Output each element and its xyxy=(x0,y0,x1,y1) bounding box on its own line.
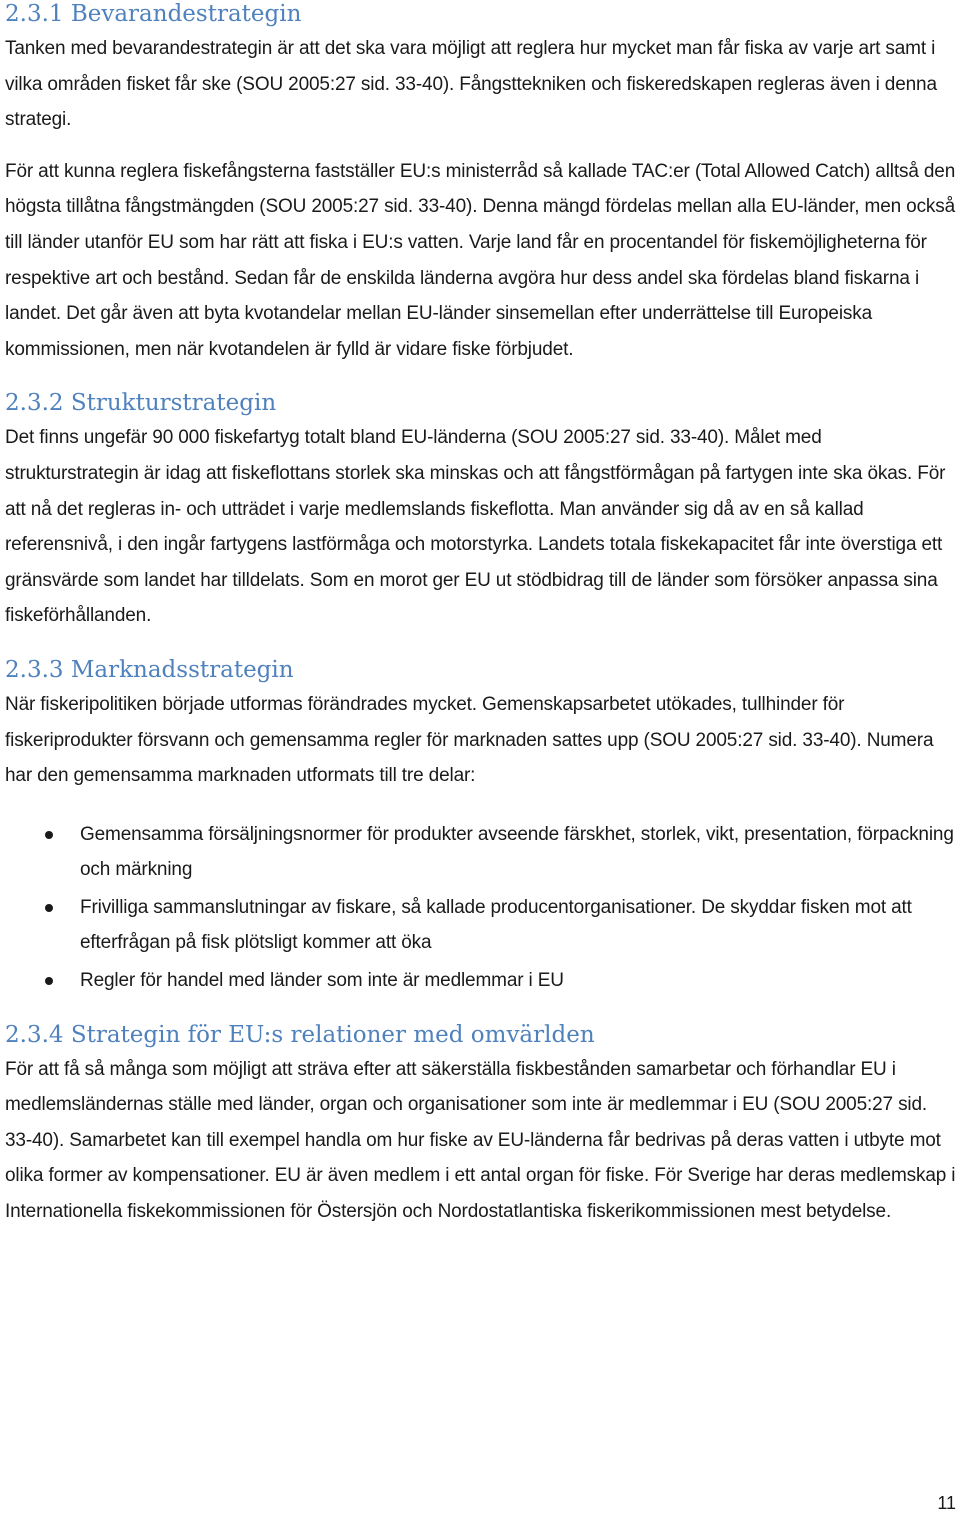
bullet-icon xyxy=(45,904,53,912)
bullet-list xyxy=(5,817,957,999)
list-item xyxy=(5,817,957,888)
paragraph: För att få så många som möjligt att sträva efter att säkerställa fiskbestånden samarbetar och förhandlar EU i medlemsländernas ställe med länder, organ och organisationer som inte är medlemmar i EU (SOU 2005:27 sid. 33-40). Samarbetet kan till exempel handla om hur fiske av EU-länderna får bedrivas på deras vatten i utbyte mot olika former av kompensationer. EU är även medlem i ett antal organ för fiske. För Sverige har deras medlemskap i Internationella fiskekommissionen för Östersjön och Nordostatlantiska fiskerikommissionen mest betydelse. xyxy=(5,1058,956,1223)
list-item xyxy=(5,963,957,999)
paragraph: Det finns ungefär 90 000 fiskefartyg totalt bland EU-länderna (SOU 2005:27 sid. 33-40). Målet med strukturstrategin är idag att fiskeflottans storlek ska minskas och att fångstförmågan på fartygen inte ska ökas. För att nå det regleras in- och utträdet i varje medlemslands fiskeflotta. Man använder sig då av en så kallad referensnivå, i den ingår fartygens lastförmåga och motorstyrka. Landets totala fiskekapacitet får inte överstiga ett gränsvärde som landet har tilldelats. Som en morot ger EU ut stödbidrag till de länder som försöker anpassa sina fiskeförhållanden. xyxy=(5,427,946,627)
document-page xyxy=(5,0,957,1230)
page-number: 11 xyxy=(937,1493,956,1513)
paragraph: När fiskeripolitiken började utformas förändrades mycket. Gemenskapsarbetet utökades, tullhinder för fiskeriprodukter försvann och gemensamma regler för marknaden sattes upp (SOU 2005:27 sid. 33-40). Numera har den gemensamma marknaden utformats till tre delar: xyxy=(5,693,934,787)
paragraph: För att kunna reglera fiskefångsterna fastställer EU:s ministerråd så kallade TAC:er (Total Allowed Catch) alltså den högsta tillåtna fångstmängden (SOU 2005:27 sid. 33-40). Denna mängd fördelas mellan alla EU-länder, men också till länder utanför EU som har rätt att fiska i EU:s vatten. Varje land får en procentandel för fiskemöjligheterna för respektive art och bestånd. Sedan får de enskilda länderna avgöra hur dess andel ska fördelas bland fiskarna i landet. Det går även att byta kvotandelar mellan EU-länder sinsemellan efter underrättelse till Europeiska kommissionen, men när kvotandelen är fylld är vidare fiske förbjudet. xyxy=(5,160,956,360)
list-item xyxy=(5,890,957,961)
section-heading-bevarandestrategin: 2.3.1 Bevarandestrategin xyxy=(5,1,302,27)
list-item-text: Gemensamma försäljningsnormer för produkter avseende färskhet, storlek, vikt, presentation, förpackning och märkning xyxy=(80,823,954,881)
bullet-icon xyxy=(45,977,53,985)
section-heading-eu-relationer: 2.3.4 Strategin för EU:s relationer med omvärlden xyxy=(5,1021,595,1048)
section-heading-strukturstrategin: 2.3.2 Strukturstrategin xyxy=(5,390,277,417)
section-heading-marknadsstrategin: 2.3.3 Marknadsstrategin xyxy=(5,656,294,683)
list-item-text: Regler för handel med länder som inte är medlemmar i EU xyxy=(80,970,564,992)
list-item-text: Frivilliga sammanslutningar av fiskare, så kallade producentorganisationer. De skyddar fisken mot att efterfrågan på fisk plötsligt kommer att öka xyxy=(80,896,912,954)
paragraph: Tanken med bevarandestrategin är att det ska vara möjligt att reglera hur mycket man får fiska av varje art samt i vilka områden fisket får ske (SOU 2005:27 sid. 33-40). Fångsttekniken och fiskeredskapen regleras även i denna strategi. xyxy=(5,38,937,131)
bullet-icon xyxy=(45,831,53,839)
